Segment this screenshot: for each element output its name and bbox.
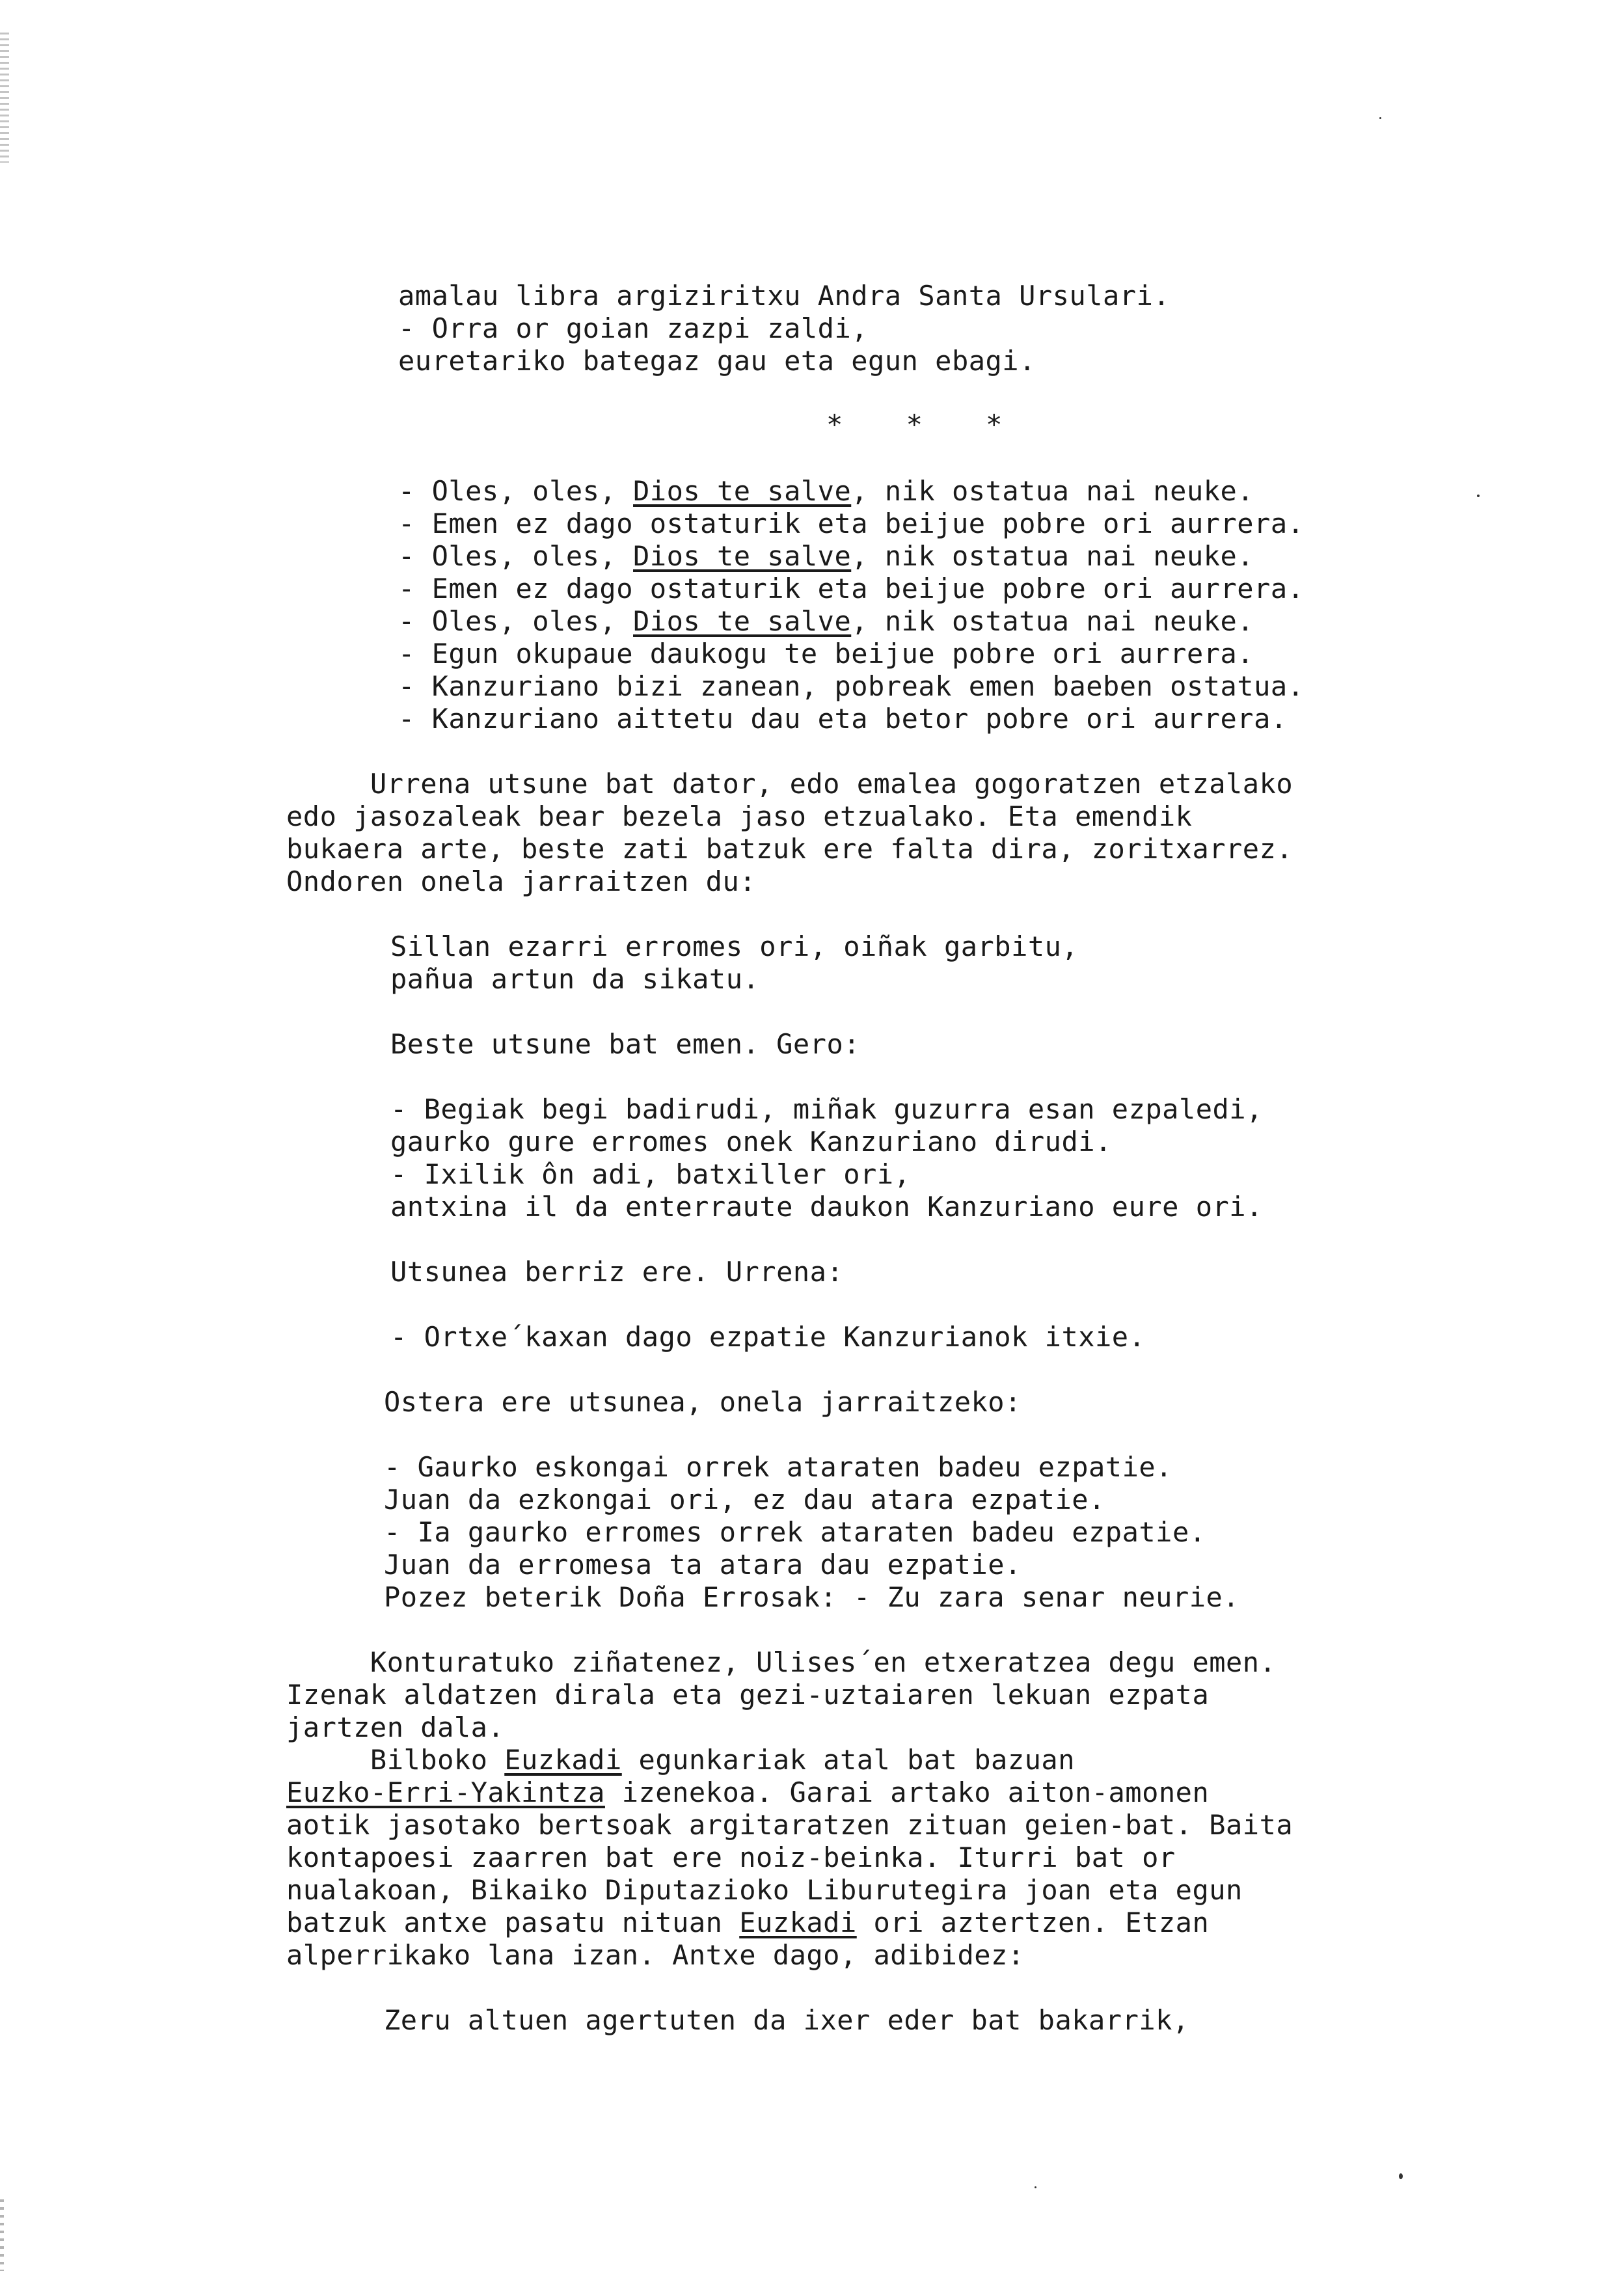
prose-line: nualakoan, Bikaiko Diputazioko Liburutegira joan eta egun [286, 1874, 1243, 1906]
verse-line: euretariko bategaz gau eta egun ebagi. [398, 345, 1036, 377]
section-separator: * * * [826, 409, 1026, 441]
verse-line: gaurko gure erromes onek Kanzuriano dirudi. [390, 1126, 1112, 1158]
prose-line: Izenak aldatzen dirala eta gezi-uztaiaren lekuan ezpata [286, 1679, 1210, 1711]
verse-line: Sillan ezarri erromes ori, oiñak garbitu, [390, 930, 1079, 962]
scan-edge-artifact [0, 33, 9, 163]
prose-line: jartzen dala. [286, 1711, 505, 1743]
verse-line: - Ia gaurko erromes orrek ataraten badeu ezpatie. [384, 1516, 1206, 1548]
note-line: Ostera ere utsunea, onela jarraitzeko: [384, 1386, 1022, 1418]
scan-speck [1379, 117, 1381, 119]
verse-line: - Gaurko eskongai orrek ataraten badeu ezpatie. [384, 1451, 1172, 1483]
prose-line: Euzko-Erri-Yakintza izenekoa. Garai artako aiton-amonen [286, 1776, 1210, 1808]
verse-line: Zeru altuen agertuten da ixer eder bat bakarrik, [384, 2004, 1189, 2036]
note-line: Beste utsune bat emen. Gero: [390, 1028, 861, 1060]
scan-speck [1035, 2186, 1036, 2188]
scan-speck [1399, 2173, 1403, 2179]
prose-line: bukaera arte, beste zati batzuk ere falta dira, zoritxarrez. [286, 833, 1293, 865]
dialogue-line: - Emen ez dago ostaturik eta beijue pobre ori aurrera. [398, 573, 1305, 604]
verse-line: - Ortxe´kaxan dago ezpatie Kanzurianok itxie. [390, 1321, 1146, 1353]
section-title: Euzko-Erri-Yakintza [286, 1776, 605, 1808]
dialogue-line: - Oles, oles, Dios te salve, nik ostatua nai neuke. [398, 605, 1254, 637]
scan-edge-artifact-bottom [0, 2199, 4, 2271]
prose-line: Bilboko Euzkadi egunkariak atal bat bazuan [286, 1744, 1075, 1776]
dialogue-line: - Emen ez dago ostaturik eta beijue pobre ori aurrera. [398, 508, 1305, 539]
prose-line: batzuk antxe pasatu nituan Euzkadi ori aztertzen. Etzan [286, 1907, 1210, 1938]
prose-line: Ondoren onela jarraitzen du: [286, 865, 757, 897]
verse-line: Juan da ezkongai ori, ez dau atara ezpatie. [384, 1484, 1105, 1515]
verse-line: Pozez beterik Doña Errosak: - Zu zara senar neurie. [384, 1581, 1240, 1613]
verse-line: pañua artun da sikatu. [390, 963, 760, 995]
dialogue-line: - Oles, oles, Dios te salve, nik ostatua nai neuke. [398, 540, 1254, 572]
prose-line: Konturatuko ziñatenez, Ulises´en etxeratzea degu emen. [286, 1646, 1277, 1678]
scan-speck [1477, 495, 1480, 497]
newspaper-title: Euzkadi [504, 1744, 622, 1776]
newspaper-title: Euzkadi [739, 1907, 857, 1938]
prose-line: aotik jasotako bertsoak argitaratzen zituan geien-bat. Baita [286, 1809, 1293, 1841]
prose-line: Urrena utsune bat dator, edo emalea gogoratzen etzalako [286, 768, 1293, 800]
verse-line: - Orra or goian zazpi zaldi, [398, 312, 869, 344]
dialogue-line: - Kanzuriano aittetu dau eta betor pobre ori aurrera. [398, 703, 1288, 735]
verse-line: - Begiak begi badirudi, miñak guzurra esan ezpaledi, [390, 1093, 1263, 1125]
verse-line: - Ixilik ôn adi, batxiller ori, [390, 1158, 911, 1190]
dialogue-line: - Oles, oles, Dios te salve, nik ostatua nai neuke. [398, 475, 1254, 507]
prose-line: kontapoesi zaarren bat ere noiz-beinka. Iturri bat or [286, 1841, 1176, 1873]
verse-line: antxina il da enterraute daukon Kanzuriano eure ori. [390, 1191, 1263, 1223]
dialogue-line: - Kanzuriano bizi zanean, pobreak emen baeben ostatua. [398, 670, 1305, 702]
prose-line: alperrikako lana izan. Antxe dago, adibidez: [286, 1939, 1025, 1971]
verse-line: amalau libra argiziritxu Andra Santa Ursulari. [398, 280, 1171, 312]
prose-line: edo jasozaleak bear bezela jaso etzualako. Eta emendik [286, 800, 1193, 832]
verse-line: Juan da erromesa ta atara dau ezpatie. [384, 1549, 1022, 1581]
note-line: Utsunea berriz ere. Urrena: [390, 1256, 844, 1288]
dialogue-line: - Egun okupaue daukogu te beijue pobre ori aurrera. [398, 638, 1254, 670]
